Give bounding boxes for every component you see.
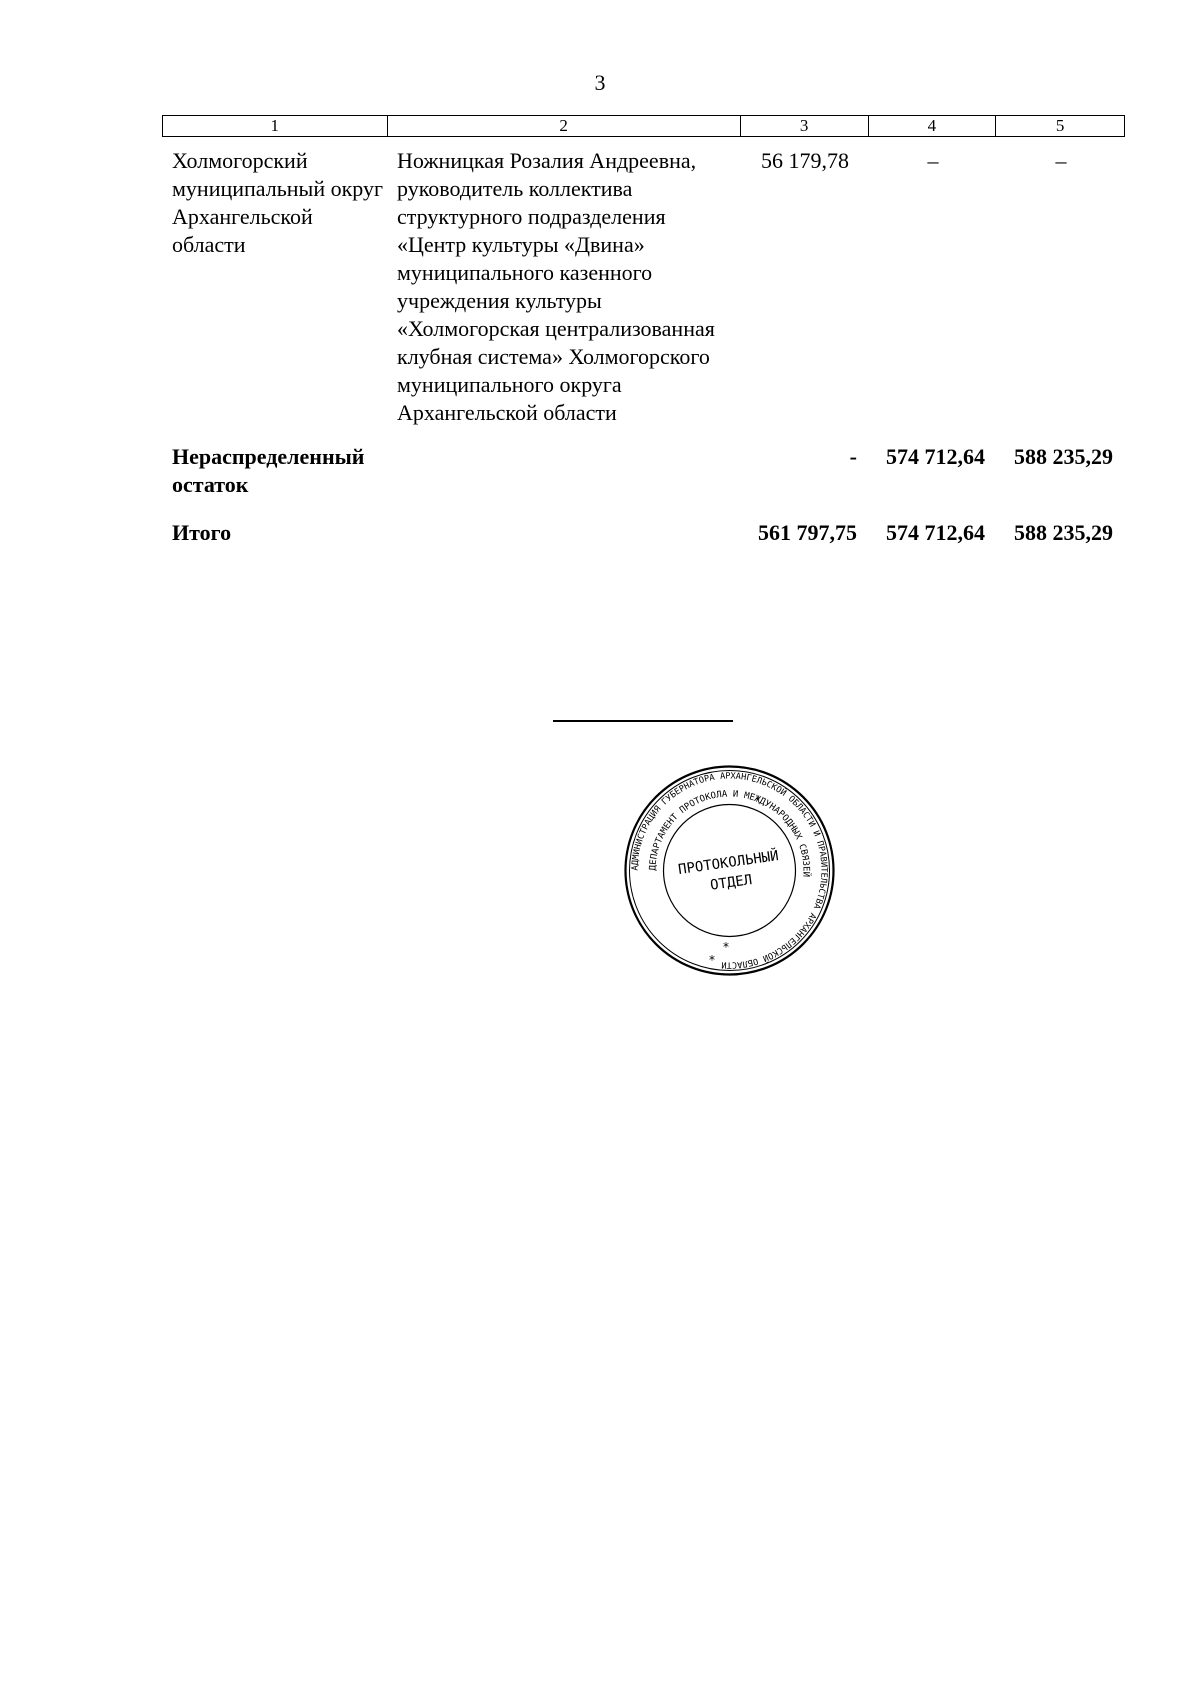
amount-year2-cell: – xyxy=(927,148,939,173)
total-year2: 574 712,64 xyxy=(886,520,985,545)
stamp-inner-text: ДЕПАРТАМЕНТ ПРОТОКОЛА И МЕЖДУНАРОДНЫХ СВЯЗЕЙ xyxy=(648,789,811,878)
unallocated-year3: 588 235,29 xyxy=(1014,444,1113,469)
unallocated-empty xyxy=(387,443,741,499)
header-col-4: 4 xyxy=(869,116,997,136)
header-col-2: 2 xyxy=(388,116,741,136)
recipient-cell: Ножницкая Розалия Андреевна, руководитель коллектива структурного подразделения «Центр культуры «Двина» муниципального казенного учреждения культуры «Холмогорская централизованная клубная система» Холмогорского муниципального округа Архангельской области xyxy=(397,148,715,425)
allocation-table xyxy=(162,115,1125,547)
amount-year3-cell: – xyxy=(1055,148,1067,173)
unallocated-year2: 574 712,64 xyxy=(886,444,985,469)
municipality-cell: Холмогорский муниципальный округ Архангельской области xyxy=(172,148,384,257)
stamp-star-icon: * xyxy=(709,953,715,967)
header-col-1: 1 xyxy=(163,116,388,136)
official-stamp xyxy=(622,763,837,978)
header-col-3: 3 xyxy=(741,116,869,136)
page-number: 3 xyxy=(594,70,606,95)
unallocated-label: Нераспределенный остаток xyxy=(172,444,365,497)
unallocated-year1: - xyxy=(849,444,857,469)
total-year1: 561 797,75 xyxy=(758,520,857,545)
table-header-row xyxy=(162,115,1125,137)
amount-year1-cell: 56 179,78 xyxy=(761,148,849,173)
stamp-star-icon: * xyxy=(723,940,729,954)
stamp-center-line2: ОТДЕЛ xyxy=(709,872,754,894)
total-year3: 588 235,29 xyxy=(1014,520,1113,545)
total-label: Итого xyxy=(172,520,232,545)
total-empty xyxy=(387,519,741,547)
signature-line xyxy=(553,720,733,722)
total-row xyxy=(162,519,1125,547)
unallocated-row xyxy=(162,443,1125,499)
stamp-outer-text: АДМИНИСТРАЦИЯ ГУБЕРНАТОРА АРХАНГЕЛЬСКОЙ ОБЛАСТИ И ПРАВИТЕЛЬСТВА АРХАНГЕЛЬСКОЙ ОБЛАСТИ xyxy=(630,771,829,970)
table-row xyxy=(162,147,1125,427)
header-col-5: 5 xyxy=(1055,116,1065,135)
stamp-center-line1: ПРОТОКОЛЬНЫЙ xyxy=(677,848,780,879)
